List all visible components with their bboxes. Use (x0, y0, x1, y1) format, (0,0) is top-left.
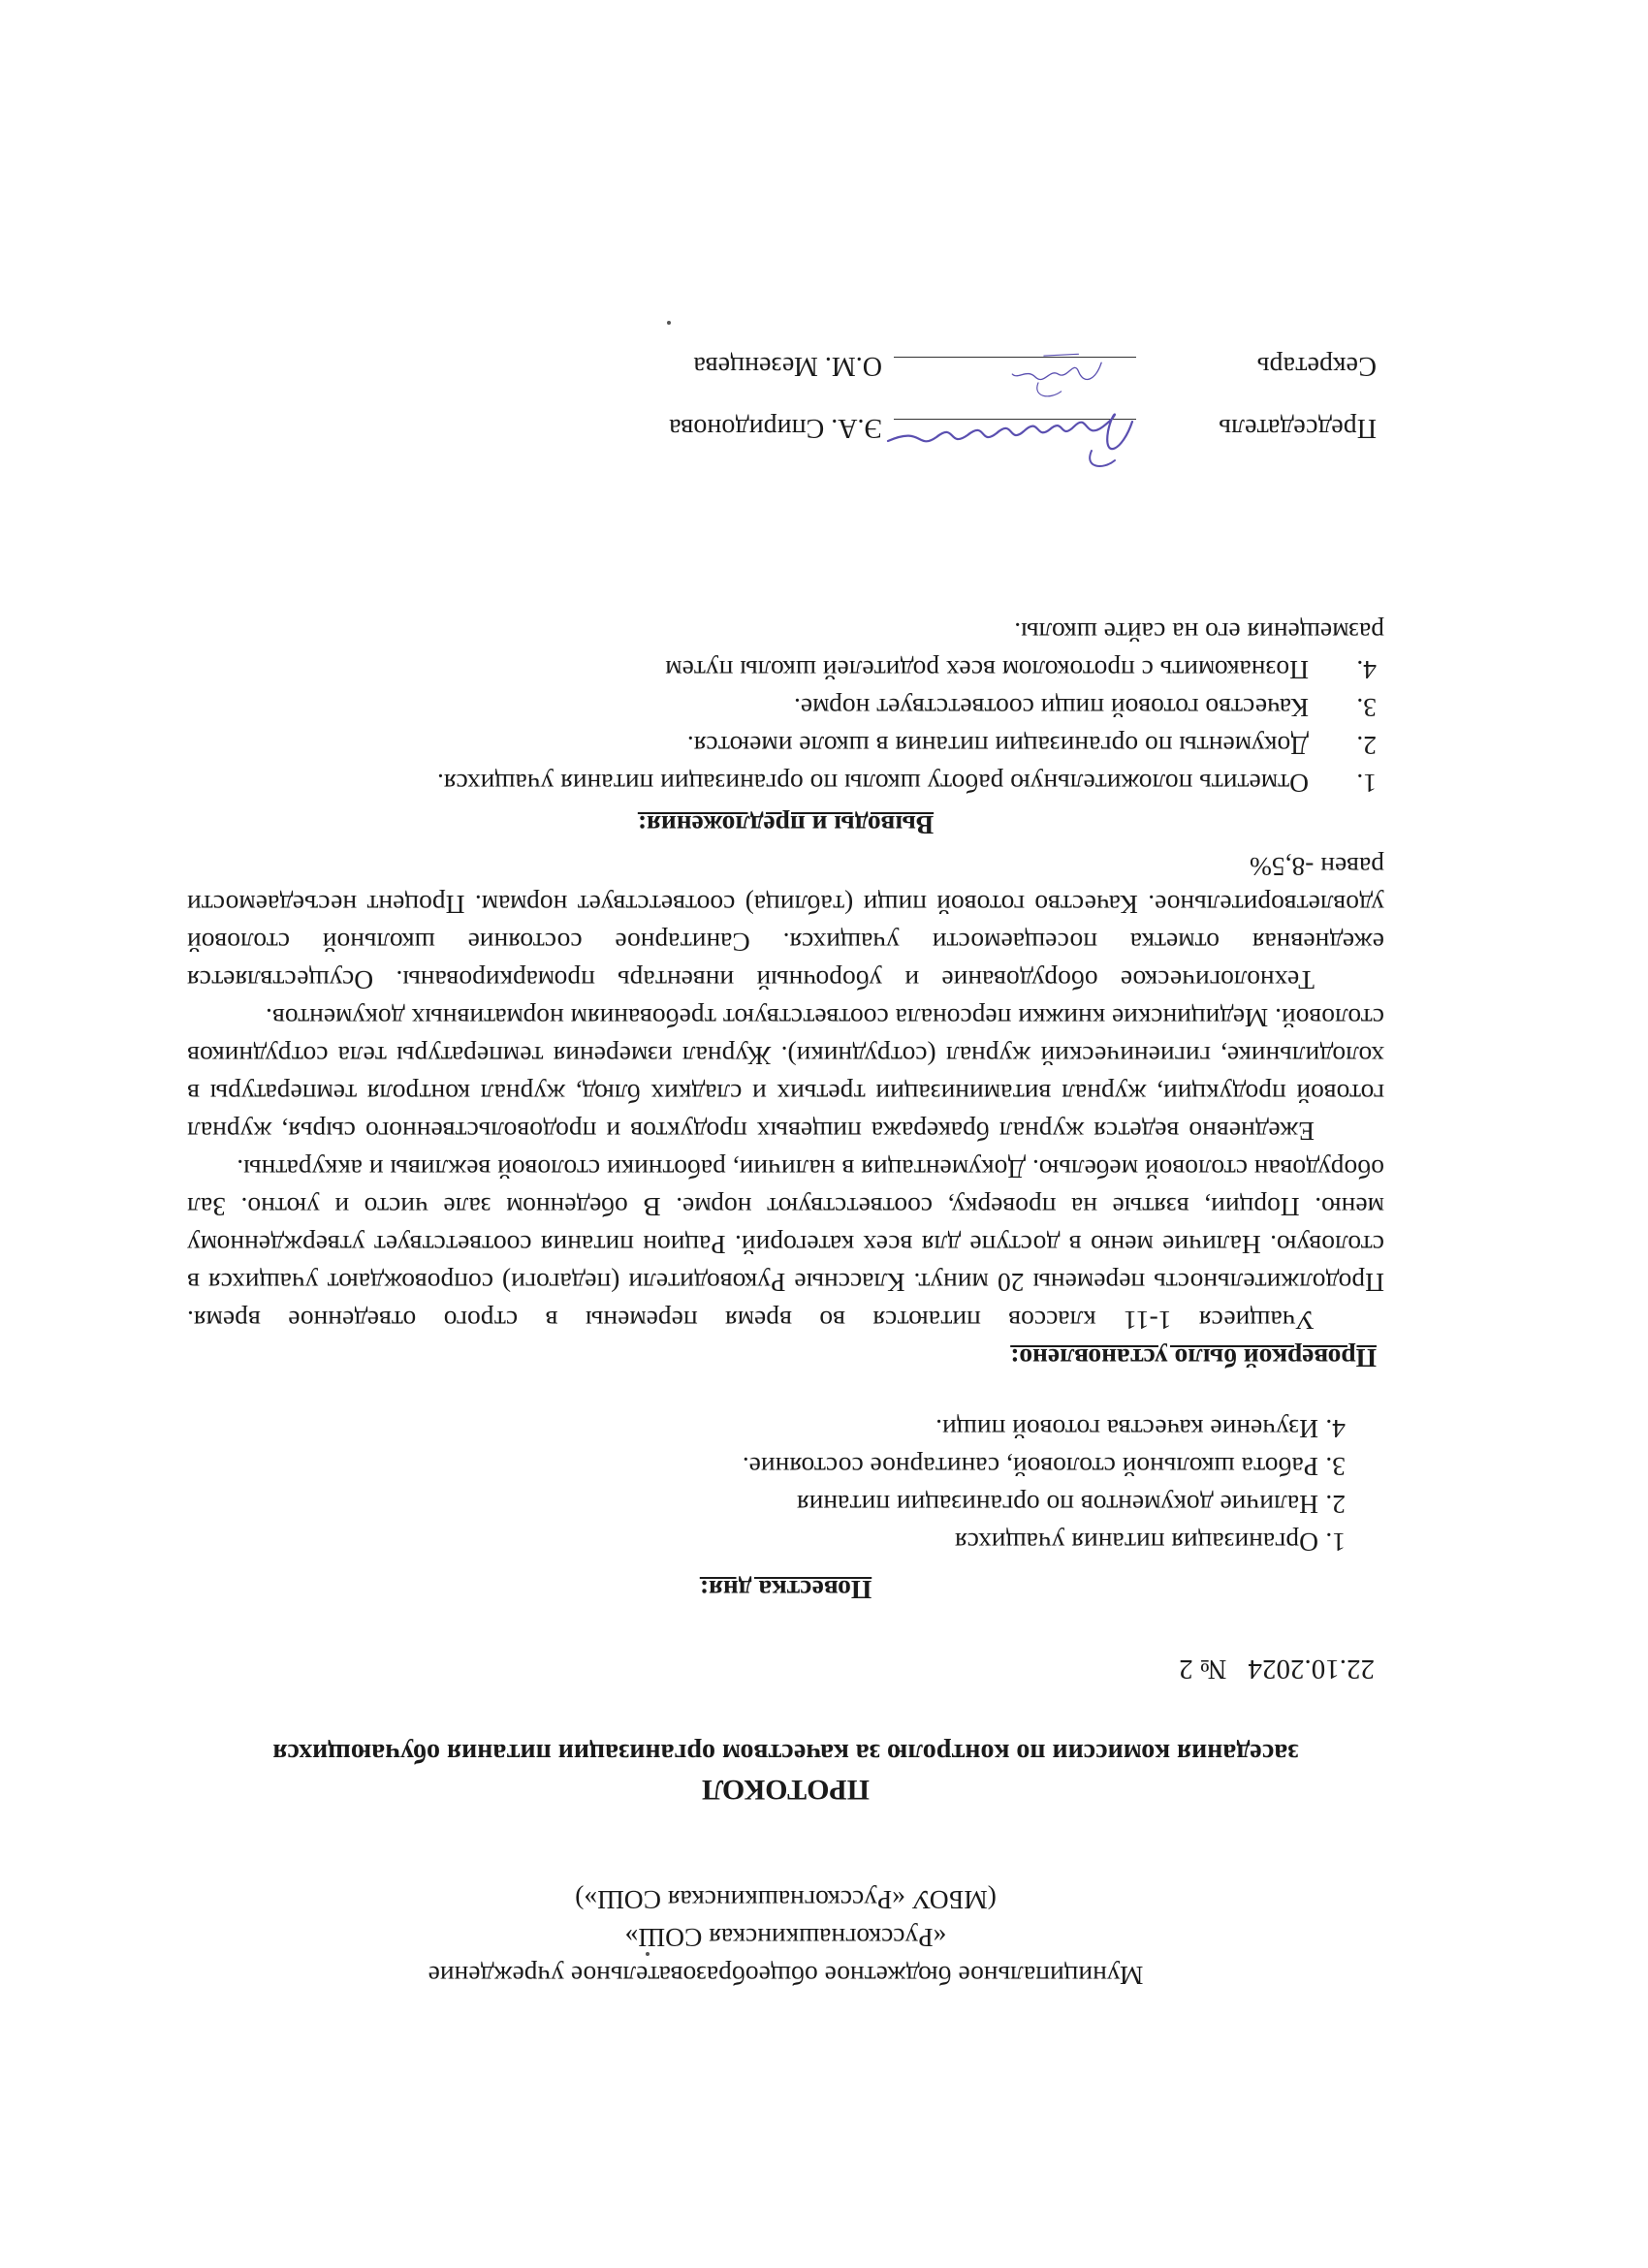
chair-name: Э.А. Спиридонова (669, 413, 882, 443)
org-line-2: «Русскогнашкинская СОШ» (624, 1923, 947, 1953)
list-item (187, 1486, 1346, 1524)
document-subtitle: заседания комиссии по контролю за качеством организации питания обучающихся (272, 1738, 1299, 1768)
secretary-role: Секретарь (1256, 351, 1377, 381)
date-number-line (187, 1650, 1375, 1687)
item-text: Качество готовой пищи соответствует норме. (794, 693, 1309, 723)
org-line-3: (МБОУ «Русскогнашкинская СОШ») (575, 1885, 997, 1915)
item-number: 2. (1325, 1490, 1346, 1520)
secretary-signature-row (187, 334, 1384, 396)
org-line-1: Муниципальное бюджетное общеобразовательное учреждение (428, 1961, 1144, 1991)
conclusions-list (187, 614, 1384, 803)
list-item (187, 1524, 1346, 1561)
item-number: 1. (1356, 769, 1377, 799)
protocol-number: № 2 (1179, 1654, 1227, 1685)
item-number: 3. (1356, 693, 1377, 723)
list-item (187, 765, 1384, 803)
document-content (187, 334, 1384, 1995)
conclusions-heading: Выводы и предложения: (637, 810, 935, 840)
chair-role: Председатель (1219, 413, 1377, 443)
document-title: ПРОТОКОЛ (702, 1774, 870, 1806)
item-text: Отметить положительную работу школы по организации питания учащихся. (436, 769, 1309, 799)
item-number: 4. (1325, 1414, 1346, 1444)
item-text: Организация питания учащихся (955, 1528, 1318, 1558)
agenda-heading: Повестка дня: (699, 1575, 872, 1605)
findings-paragraph-2: Ежедневно ведется журнал бракеража пищевых продуктов и продовольственного сырья, журнал готовой продукции, журнал витаминизации третьих и сладких блюд, журнал контроля температуры в холодильнике, гигиенический журнал (сотрудники). Журнал измерения температуры тела сотрудников столовой. Медицинские книжки персонала соответствуют требованиям нормативных документов. (187, 1003, 1384, 1147)
list-item (187, 1410, 1346, 1448)
secretary-handwritten-signature (958, 329, 1113, 425)
signature-block (187, 334, 1384, 458)
list-item (187, 651, 1384, 689)
item-text: Работа школьной столовой, санитарное состояние. (742, 1452, 1318, 1482)
item-text: Наличие документов по организации питания (797, 1490, 1318, 1520)
findings-paragraph-3: Технологическое оборудование и уборочный инвентарь промаркированы. Осуществляется ежедневная отметка посещаемости учащихся. Санитарное состояние школьной столовой удовлетворительное. Качество готовой пищи (таблица) соответствует нормам. Процент несъедаемости равен -8,5% (187, 852, 1384, 995)
protocol-date: 22.10.2024 (1248, 1654, 1375, 1685)
item-number: 1. (1325, 1528, 1346, 1558)
findings-paragraph-1: Учащиеся 1-11 классов питаются во время перемены в строго отведенное время. Продолжительность перемены 20 минут. Классные Руководители (педагоги) сопровождают учащихся в столовую. Наличие меню в доступе для всех категорий. Рацион питания соответствует утвержденному меню. Порции, взятые на проверку, соответствуют норме. В обеденном зале чисто и уютно. Зал оборудован столовой мебелью. Документация в наличии, работники столовой вежливы и аккуратны. (187, 1154, 1384, 1336)
item-number: 4. (1356, 655, 1377, 685)
secretary-name: О.М. Мезенцева (693, 351, 882, 381)
chair-signature-row (187, 396, 1384, 458)
item-text: Документы по организации питания в школе имеются. (686, 731, 1309, 761)
list-item-continuation: размещения его на сайте школы. (1014, 617, 1384, 647)
item-text: Изучение качества готовой пищи. (935, 1414, 1318, 1444)
item-number: 2. (1356, 731, 1377, 761)
list-item (187, 727, 1384, 765)
list-item (187, 1448, 1346, 1486)
item-text: Познакомить с протоколом всех родителей школы путем (665, 655, 1309, 685)
organization-header (187, 1881, 1384, 1995)
findings-heading: Проверкой было установлено: (1010, 1343, 1377, 1373)
list-item (187, 689, 1384, 727)
item-number: 3. (1325, 1452, 1346, 1482)
scan-speck (667, 321, 671, 325)
agenda-list (187, 1410, 1384, 1561)
